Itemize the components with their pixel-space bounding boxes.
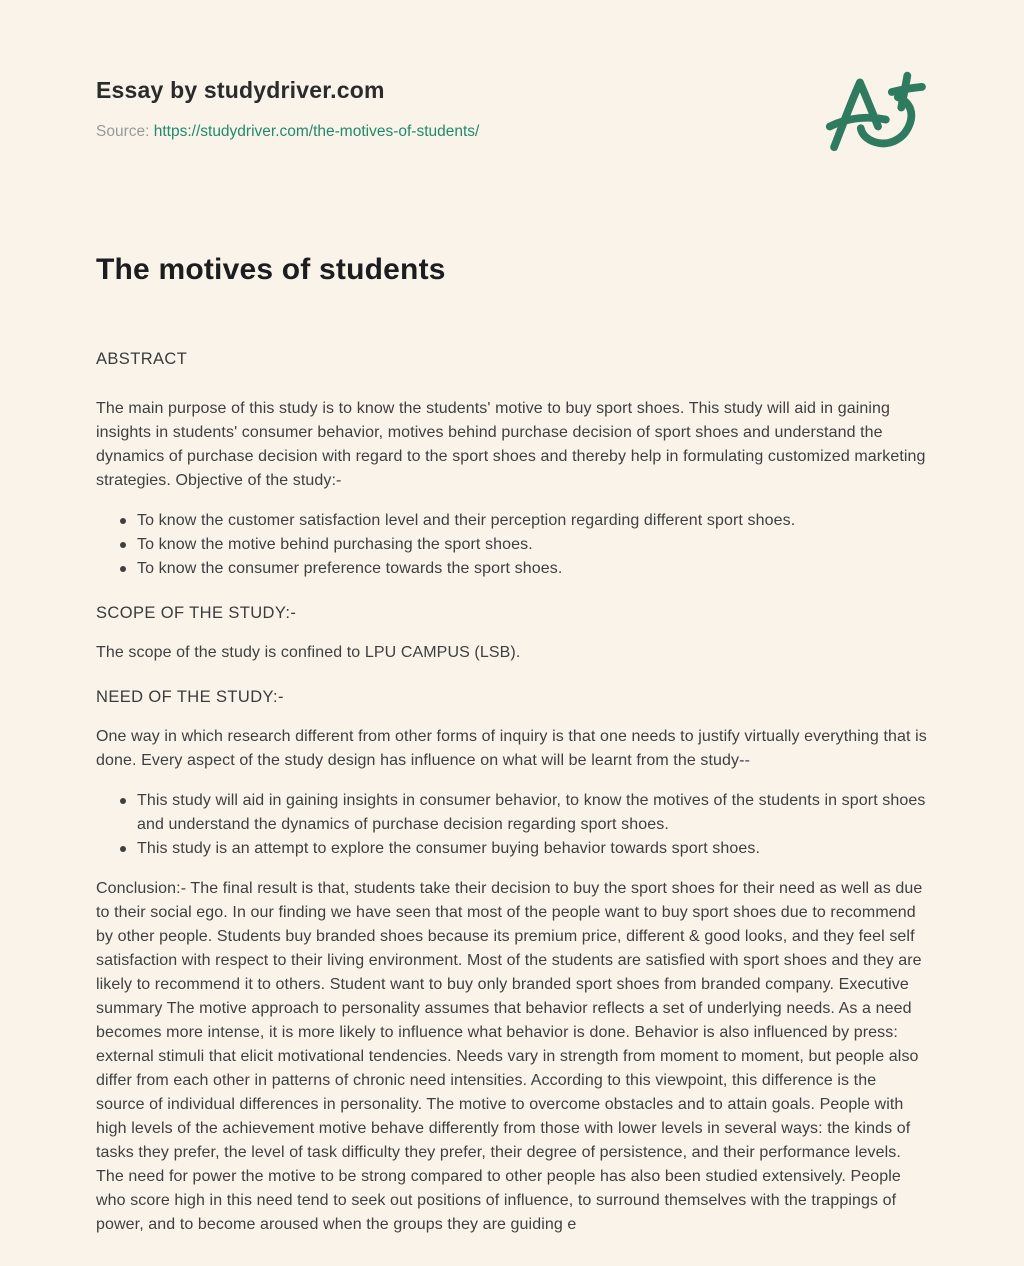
- objective-item: To know the customer satisfaction level and their perception regarding different sport shoes.: [120, 509, 928, 533]
- need-point-item: This study is an attempt to explore the consumer buying behavior towards sport shoes.: [120, 837, 928, 861]
- objective-item: To know the consumer preference towards the sport shoes.: [120, 557, 928, 581]
- need-point-item: This study will aid in gaining insights in consumer behavior, to know the motives of the students in sport shoes and understand the dynamics of purchase decision regarding sport shoes.: [120, 789, 928, 837]
- scope-paragraph: The scope of the study is confined to LPU CAMPUS (LSB).: [96, 644, 521, 661]
- a-plus-logo-icon: [816, 58, 928, 170]
- page-header: [96, 0, 928, 143]
- abstract-paragraph: The main purpose of this study is to know the students' motive to buy sport shoes. This study will aid in gaining insights in students' consumer behavior, motives behind purchase decision of sport shoes and understand the dynamics of purchase decision with regard to the sport shoes and thereby help in formulating customized marketing strategies. Objective of the study:-: [96, 400, 926, 489]
- conclusion-paragraph: Conclusion:- The final result is that, students take their decision to buy the sport shoes for their need as well as due to their social ego. In our finding we have seen that most of the people want to buy sport shoes due to recommend by other people. Students buy branded shoes because its premium price, different & good looks, and they feel self satisfaction with respect to their living environment. Most of the students are satisfied with sport shoes and they are likely to recommend it to others. Student want to buy only branded sport shoes from branded company. Executive summary The motive approach to personality assumes that behavior reflects a set of underlying needs. As a need becomes more intense, it is more likely to influence what behavior is done. Behavior is also influenced by press: external stimuli that elicit motivational tendencies. Needs vary in strength from moment to moment, but people also differ from each other in patterns of chronic need intensities. According to this viewpoint, this difference is the source of individual differences in personality. The motive to overcome obstacles and to attain goals. People with high levels of the achievement motive behave differently from those with lower levels in several ways: the kinds of tasks they prefer, the level of task difficulty they prefer, their degree of persistence, and their performance levels. The need for power the motive to be strong compared to other people has also been studied extensively. People who score high in this need tend to seek out positions of influence, to surround themselves with the trappings of power, and to become aroused when the groups they are guiding e: [96, 880, 923, 1233]
- source-line: [96, 120, 928, 143]
- abstract-heading: ABSTRACT: [96, 350, 188, 368]
- need-points-list: [96, 789, 928, 861]
- document-title: The motives of students: [96, 253, 446, 286]
- objective-item: To know the motive behind purchasing the sport shoes.: [120, 533, 928, 557]
- need-paragraph: One way in which research different from other forms of inquiry is that one needs to justify virtually everything that is done. Every aspect of the study design has influence on what will be learnt from the study--: [96, 728, 927, 769]
- source-url-link[interactable]: https://studydriver.com/the-motives-of-students/: [153, 123, 480, 140]
- need-heading: NEED OF THE STUDY:-: [96, 688, 284, 706]
- site-title: Essay by studydriver.com: [96, 77, 385, 103]
- scope-heading: SCOPE OF THE STUDY:-: [96, 604, 297, 622]
- source-label: Source:: [96, 123, 150, 140]
- objectives-list: [96, 509, 928, 581]
